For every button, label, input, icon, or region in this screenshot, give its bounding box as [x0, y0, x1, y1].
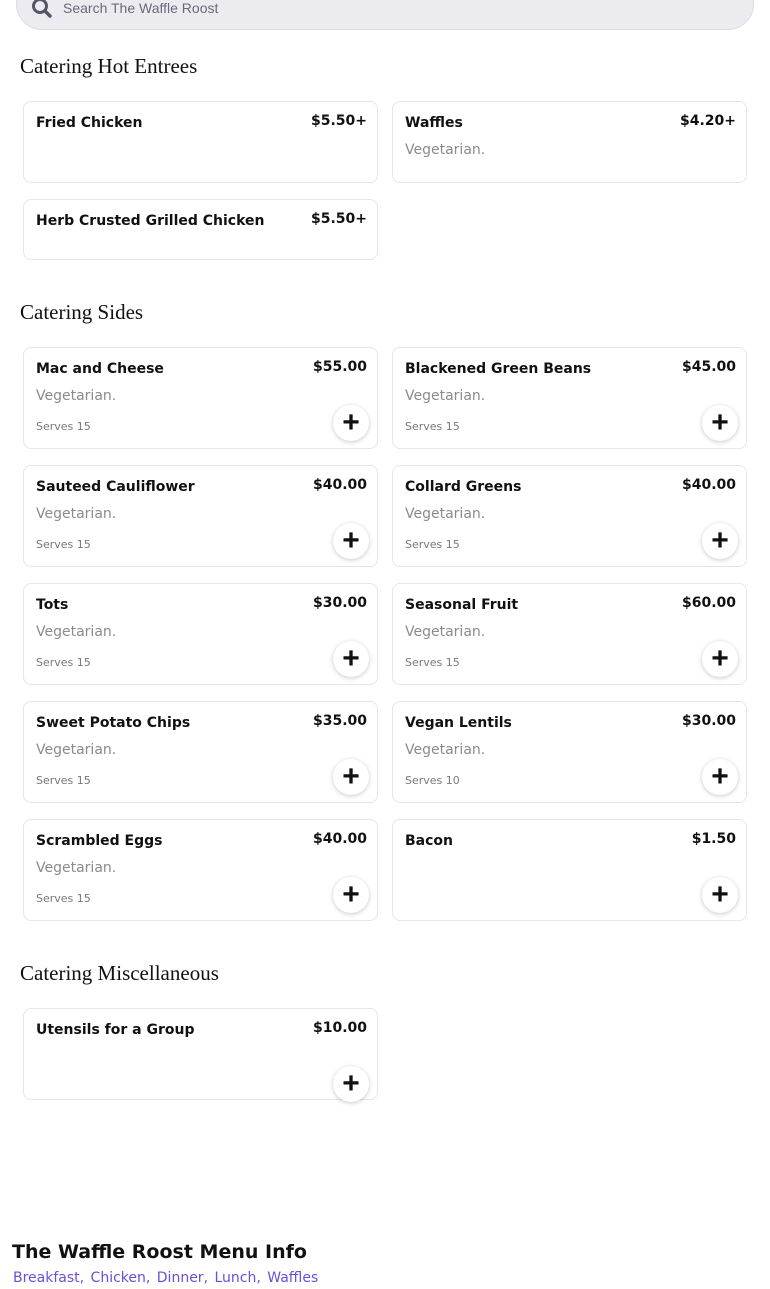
- item-price: $40.00: [681, 477, 736, 493]
- item-name: Blackened Green Beans: [405, 361, 592, 377]
- item-name: Vegan Lentils: [405, 715, 512, 731]
- menu-item-card[interactable]: [23, 819, 378, 921]
- search-icon: [31, 0, 53, 19]
- item-description: Vegetarian.: [405, 506, 486, 522]
- menu-info-links: [13, 1270, 320, 1286]
- section-heading: Catering Miscellaneous: [20, 961, 219, 985]
- item-name: Mac and Cheese: [36, 361, 164, 377]
- item-name: Seasonal Fruit: [405, 597, 519, 613]
- menu-grid: [23, 347, 747, 921]
- item-description: Vegetarian.: [36, 506, 117, 522]
- menu-item-card[interactable]: [23, 101, 378, 183]
- menu-item-card[interactable]: [23, 701, 378, 803]
- item-description: Vegetarian.: [405, 388, 486, 404]
- menu-item-card[interactable]: [23, 465, 378, 567]
- item-name: Sauteed Cauliflower: [36, 479, 195, 495]
- item-name: Scrambled Eggs: [36, 833, 163, 849]
- item-name: Utensils for a Group: [36, 1022, 195, 1038]
- menu-item-card[interactable]: [392, 347, 747, 449]
- menu-item-card[interactable]: [392, 701, 747, 803]
- item-serves: Serves 10: [405, 774, 460, 787]
- item-description: Vegetarian.: [405, 742, 486, 758]
- add-item-button[interactable]: +: [333, 877, 369, 913]
- item-serves: Serves 15: [405, 420, 460, 433]
- link-waffles[interactable]: Waffles: [267, 1270, 319, 1286]
- menu-info-title: The Waffle Roost Menu Info: [12, 1241, 307, 1263]
- item-price: $30.00: [312, 595, 367, 611]
- search-input[interactable]: [61, 0, 665, 17]
- item-name: Collard Greens: [405, 479, 522, 495]
- add-item-button[interactable]: +: [702, 877, 738, 913]
- item-price: $40.00: [312, 477, 367, 493]
- item-name: Fried Chicken: [36, 115, 143, 131]
- item-serves: Serves 15: [36, 774, 91, 787]
- item-name: Tots: [36, 597, 69, 613]
- item-price: $1.50: [691, 831, 736, 847]
- item-serves: Serves 15: [36, 420, 91, 433]
- add-item-button[interactable]: +: [702, 405, 738, 441]
- item-description: Vegetarian.: [36, 624, 117, 640]
- item-name: Bacon: [405, 833, 454, 849]
- add-item-button[interactable]: +: [702, 641, 738, 677]
- menu-item-card[interactable]: [23, 1008, 378, 1100]
- item-price: $35.00: [312, 713, 367, 729]
- menu-grid: [23, 101, 747, 260]
- add-item-button[interactable]: +: [702, 523, 738, 559]
- menu-grid: [23, 1008, 747, 1100]
- add-item-button[interactable]: +: [333, 759, 369, 795]
- add-item-button[interactable]: +: [333, 1066, 369, 1102]
- add-item-button[interactable]: +: [702, 759, 738, 795]
- link-lunch[interactable]: Lunch,: [214, 1270, 261, 1286]
- search-bar[interactable]: [16, 0, 754, 30]
- menu-item-card[interactable]: [392, 465, 747, 567]
- item-description: Vegetarian.: [36, 742, 117, 758]
- item-serves: Serves 15: [405, 656, 460, 669]
- item-price: $40.00: [312, 831, 367, 847]
- menu-item-card[interactable]: [392, 101, 747, 183]
- menu-item-card[interactable]: [23, 583, 378, 685]
- item-price: $10.00: [312, 1020, 367, 1036]
- item-price: $55.00: [312, 359, 367, 375]
- section-heading: Catering Sides: [20, 300, 144, 324]
- item-name: Waffles: [405, 115, 463, 131]
- item-name: Sweet Potato Chips: [36, 715, 191, 731]
- item-description: Vegetarian.: [405, 142, 486, 158]
- item-price: $45.00: [681, 359, 736, 375]
- link-chicken[interactable]: Chicken,: [90, 1270, 151, 1286]
- item-serves: Serves 15: [36, 656, 91, 669]
- item-price: $30.00: [681, 713, 736, 729]
- menu-item-card[interactable]: [392, 819, 747, 921]
- item-serves: Serves 15: [36, 538, 91, 551]
- menu-item-card[interactable]: [392, 583, 747, 685]
- item-description: Vegetarian.: [405, 624, 486, 640]
- item-name: Herb Crusted Grilled Chicken: [36, 213, 265, 229]
- item-price: $5.50+: [310, 113, 367, 129]
- add-item-button[interactable]: +: [333, 523, 369, 559]
- link-dinner[interactable]: Dinner,: [156, 1270, 209, 1286]
- link-breakfast[interactable]: Breakfast,: [13, 1270, 85, 1286]
- menu-item-card[interactable]: [23, 199, 378, 260]
- menu-item-card[interactable]: [23, 347, 378, 449]
- item-price: $60.00: [681, 595, 736, 611]
- add-item-button[interactable]: +: [333, 405, 369, 441]
- item-serves: Serves 15: [405, 538, 460, 551]
- section-heading: Catering Hot Entrees: [20, 54, 198, 78]
- item-price: $5.50+: [310, 211, 367, 227]
- item-description: Vegetarian.: [36, 388, 117, 404]
- item-price: $4.20+: [679, 113, 736, 129]
- add-item-button[interactable]: +: [333, 641, 369, 677]
- item-serves: Serves 15: [36, 892, 91, 905]
- item-description: Vegetarian.: [36, 860, 117, 876]
